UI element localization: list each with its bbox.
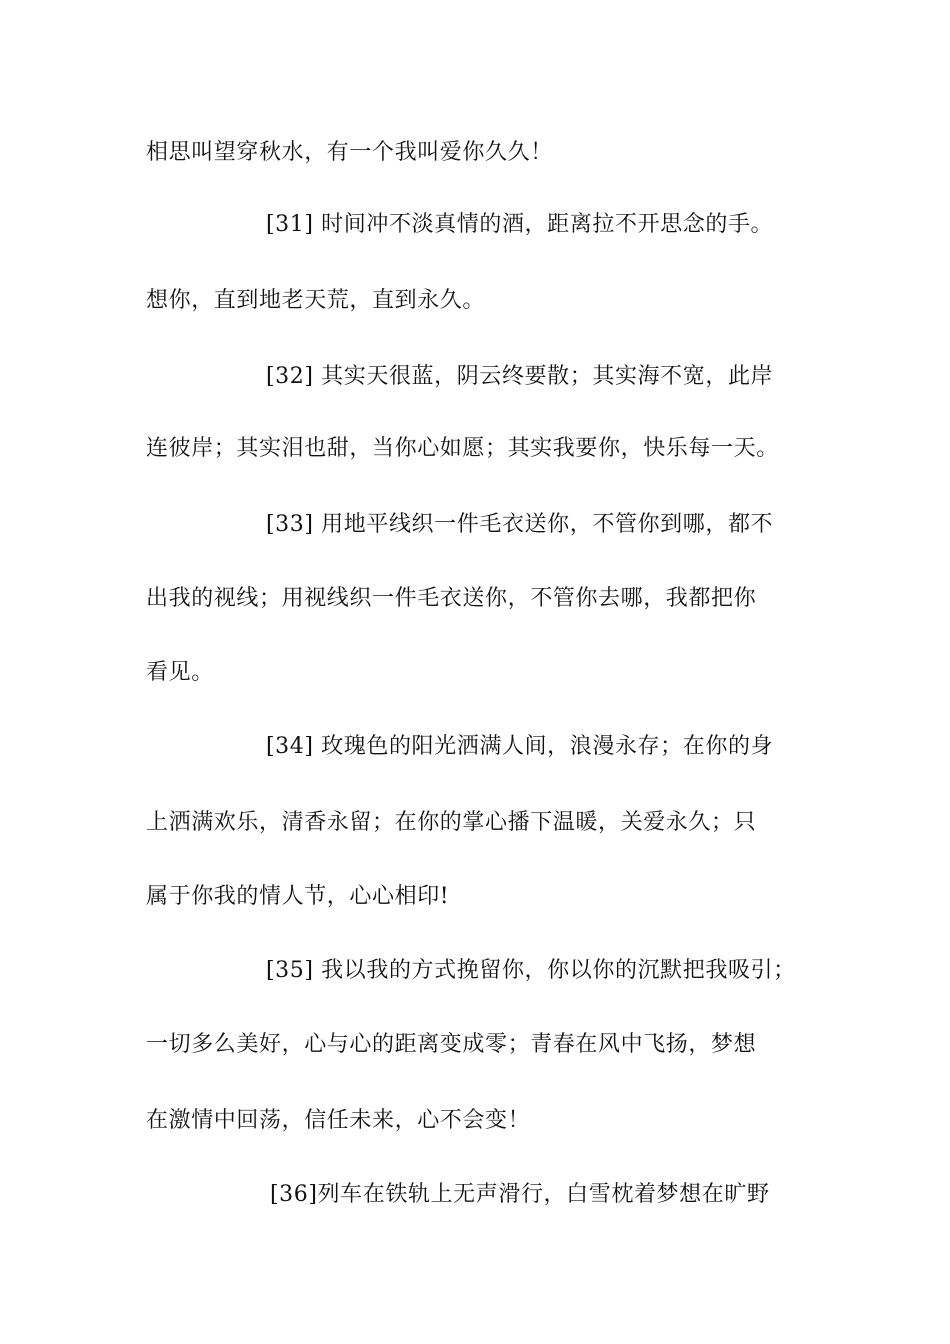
- text-line: 看见。: [146, 660, 214, 685]
- text-line: [33] 用地平线织一件毛衣送你，不管你到哪，都不: [266, 512, 774, 537]
- text-line: [32] 其实天很蓝，阴云终要散；其实海不宽，此岸: [266, 364, 774, 389]
- text-line: [31] 时间冲不淡真情的酒，距离拉不开思念的手。: [266, 212, 774, 237]
- text-line: 属于你我的情人节，心心相印!: [146, 884, 450, 909]
- text-line: 一切多么美好，心与心的距离变成零；青春在风中飞扬，梦想: [146, 1032, 757, 1057]
- text-line: 上洒满欢乐，清香永留；在你的掌心播下温暖，关爱永久；只: [146, 810, 757, 835]
- text-line: 想你，直到地老天荒，直到永久。: [146, 288, 486, 313]
- text-line: [36]列车在铁轨上无声滑行，白雪枕着梦想在旷野: [270, 1182, 770, 1207]
- text-line: [34] 玫瑰色的阳光洒满人间，浪漫永存；在你的身: [266, 734, 774, 759]
- text-line: 相思叫望穿秋水，有一个我叫爱你久久！: [146, 140, 553, 165]
- text-line: 出我的视线；用视线织一件毛衣送你，不管你去哪，我都把你: [146, 586, 757, 611]
- text-line: 连彼岸；其实泪也甜，当你心如愿；其实我要你，快乐每一天。: [146, 436, 779, 461]
- text-line: 在激情中回荡，信任未来，心不会变！: [146, 1108, 531, 1133]
- text-line: [35] 我以我的方式挽留你，你以你的沉默把我吸引；: [266, 958, 796, 983]
